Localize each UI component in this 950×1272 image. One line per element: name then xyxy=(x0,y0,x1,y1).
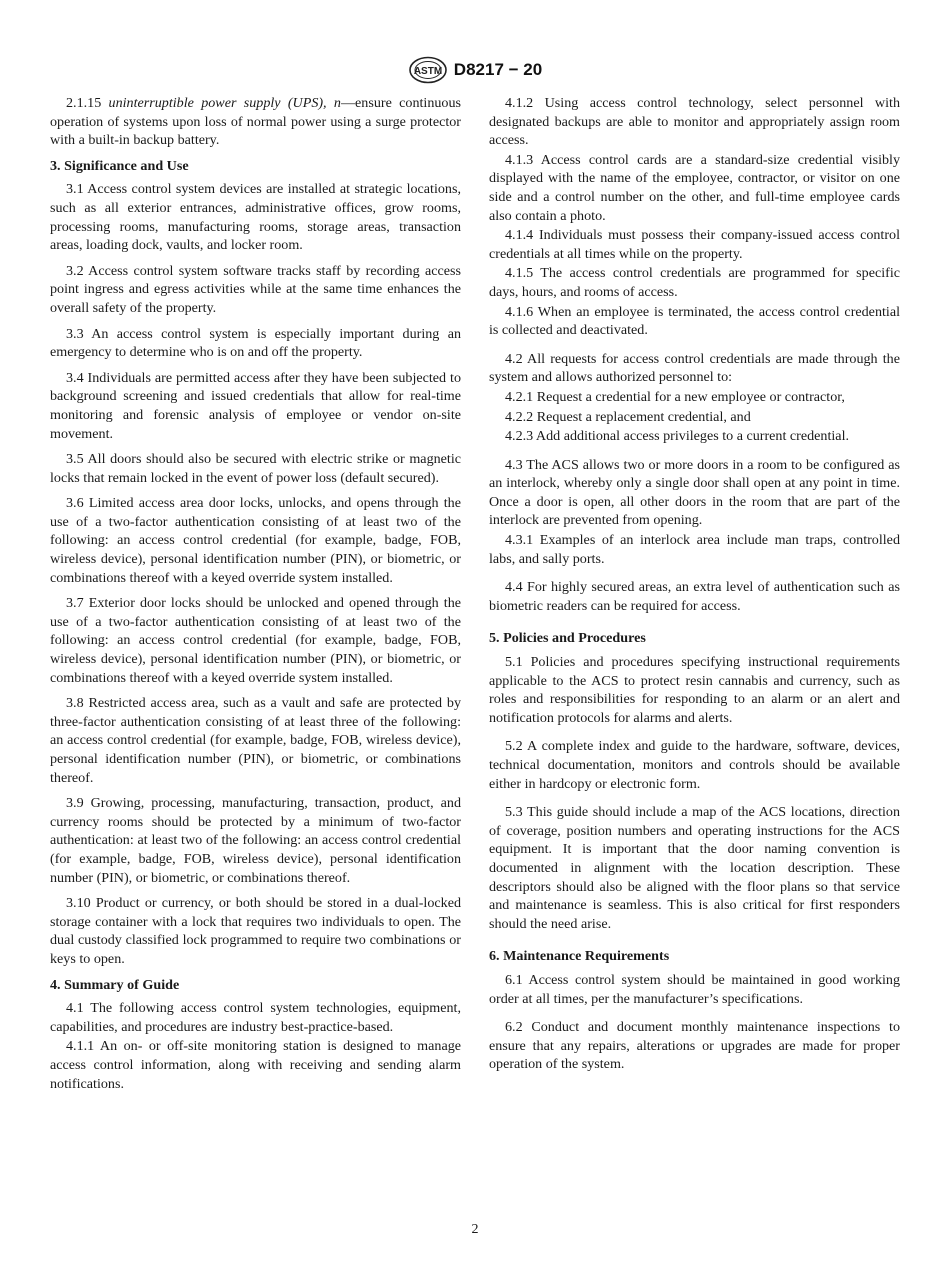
paragraph-4-1-6: 4.1.6 When an employee is terminated, the access control credential is collected and deactivated. xyxy=(489,303,900,339)
right-column xyxy=(489,94,900,1081)
paragraph-4-1-3: 4.1.3 Access control cards are a standard-size credential visibly displayed with the name of the employee, contractor, or visitor on one side and a control number on the other, and full-time employee cards also contain a photo. xyxy=(489,151,900,224)
paragraph-3-5: 3.5 All doors should also be secured with electric strike or magnetic locks that remain locked in the event of power loss (default secured). xyxy=(50,451,461,486)
paragraph-6-1: 6.1 Access control system should be maintained in good working order at all times, per the manufacturer’s specifications. xyxy=(489,971,900,1007)
paragraph-3-3: 3.3 An access control system is especially important during an emergency to determine who is on and off the property. xyxy=(50,325,461,361)
paragraph-3-8: 3.8 Restricted access area, such as a vault and safe are protected by three-factor authentication consisting of at least three of the following: an access control credential (for example, badge, FOB, wireless device), personal identification number (PIN), or biometric, or combinations thereof. xyxy=(50,695,461,786)
paragraph-4-2-3: 4.2.3 Add additional access privileges to a current credential. xyxy=(505,428,850,445)
logo-text: ASTM xyxy=(413,66,442,77)
section-heading-4: 4. Summary of Guide xyxy=(50,976,180,993)
paragraph-4-4: 4.4 For highly secured areas, an extra level of authentication such as biometric readers can be required for access. xyxy=(489,579,900,614)
paragraph-3-7: 3.7 Exterior door locks should be unlocked and opened through the use of a two-factor authentication consisting of at least two of the following: an access control credential (for example, badge, FOB, wireless device), personal identification number (PIN), or biometric, or combinations thereof with a keyed override system installed. xyxy=(50,595,461,686)
paragraph-4-3-1: 4.3.1 Examples of an interlock area include man traps, controlled labs, and sally ports. xyxy=(489,532,900,567)
paragraph-6-2: 6.2 Conduct and document monthly maintenance inspections to ensure that any repairs, alterations or upgrades are made for proper operation of the system. xyxy=(489,1019,900,1073)
paragraph-5-1: 5.1 Policies and procedures specifying instructional requirements applicable to the ACS to protect resin cannabis and currency, such as roles and responsibilities for responding to an alarm or an alert and notification protocols for alarms and alerts. xyxy=(489,654,900,726)
paragraph-4-1-1: 4.1.1 An on- or off-site monitoring station is designed to manage access control information, along with receiving and sending alarm notifications. xyxy=(50,1038,461,1092)
paragraph-3-1: 3.1 Access control system devices are installed at strategic locations, such as all exterior entrances, administrative offices, grow rooms, processing rooms, manufacturing rooms, storage areas, transaction areas, loading dock, vaults, and locker room. xyxy=(50,181,461,254)
paragraph-4-1-2: 4.1.2 Using access control technology, select personnel with designated backups are able to monitor and appropriately assign room access. xyxy=(489,95,900,149)
paragraph-4-1-5: 4.1.5 The access control credentials are programmed for specific days, hours, and rooms of access. xyxy=(489,265,900,300)
paragraph-5-3: 5.3 This guide should include a map of the ACS locations, direction of coverage, position numbers and operating instructions for the ACS equipment. It is important that the door naming convention is documented in alignment with the location description. These descriptors should also be aligned with the floor plans so that service and maintenance is seamless. This is also critical for first responders should the need arise. xyxy=(489,804,900,932)
paragraph-4-2-1: 4.2.1 Request a credential for a new employee or contractor, xyxy=(505,388,845,405)
paragraph-5-2: 5.2 A complete index and guide to the hardware, software, devices, technical documentation, monitors and controls should be available either in hardcopy or electronic form. xyxy=(489,738,900,792)
paragraph-4-2: 4.2 All requests for access control credentials are made through the system and allows authorized personnel to: xyxy=(489,350,900,386)
paragraph-4-2-2: 4.2.2 Request a replacement credential, and xyxy=(505,408,751,425)
section-heading-5: 5. Policies and Procedures xyxy=(489,630,646,647)
paragraph-4-3: 4.3 The ACS allows two or more doors in a room to be configured as an interlock, whereby only a single door shall open at any point in time. Once a door is open, all other doors in the room that are part of the interlock are prevented from opening. xyxy=(489,456,900,529)
definition-text: —ensure continuous operation of systems upon loss of normal power using a surge protector with a built-in backup battery. xyxy=(50,95,461,149)
paragraph-3-10: 3.10 Product or currency, or both should be stored in a dual-locked storage container with a lock that requires two individuals to open. The dual custody classified lock programmed to require two combinations or keys to open. xyxy=(50,895,461,967)
paragraph-4-1: 4.1 The following access control system technologies, equipment, capabilities, and procedures are industry best-practice-based. xyxy=(50,1000,461,1035)
paragraph-3-6: 3.6 Limited access area door locks, unlocks, and opens through the use of a two-factor authentication consisting of at least two of the following: an access control credential (for example, badge, FOB, wireless device), personal identification number (PIN), or biometric, or combinations thereof with a keyed override system installed. xyxy=(50,495,461,586)
paragraph-3-9: 3.9 Growing, processing, manufacturing, transaction, product, and currency rooms should be protected by a minimum of two-factor authentication: at least two of the following: an access control credential (for example, badge, FOB, wireless device), personal identification number (PIN), or biometric, or combinations thereof. xyxy=(50,795,461,886)
paragraph-4-1-4: 4.1.4 Individuals must possess their company-issued access control credentials at all times while on the property. xyxy=(489,227,900,262)
left-column xyxy=(50,94,461,1100)
section-heading-6: 6. Maintenance Requirements xyxy=(489,948,670,965)
definition-number: 2.1.15 xyxy=(66,95,102,111)
page-number: 2 xyxy=(471,1222,479,1237)
paragraph-3-4: 3.4 Individuals are permitted access after they have been subjected to background screening and issued credentials that allow for real-time monitoring and forensic analysis of employee or vendor on-site movement. xyxy=(50,369,461,442)
definition-2-1-15 xyxy=(50,94,461,150)
page-header xyxy=(0,56,950,84)
paragraph-3-2: 3.2 Access control system software tracks staff by recording access point ingress and egress activities while at the same time enhances the overall safety of the property. xyxy=(50,262,461,316)
section-heading-3: 3. Significance and Use xyxy=(50,157,189,174)
definition-term: uninterruptible power supply (UPS), n xyxy=(108,95,341,111)
astm-logo-icon xyxy=(408,56,448,84)
document-designation: D8217 − 20 xyxy=(453,60,543,79)
